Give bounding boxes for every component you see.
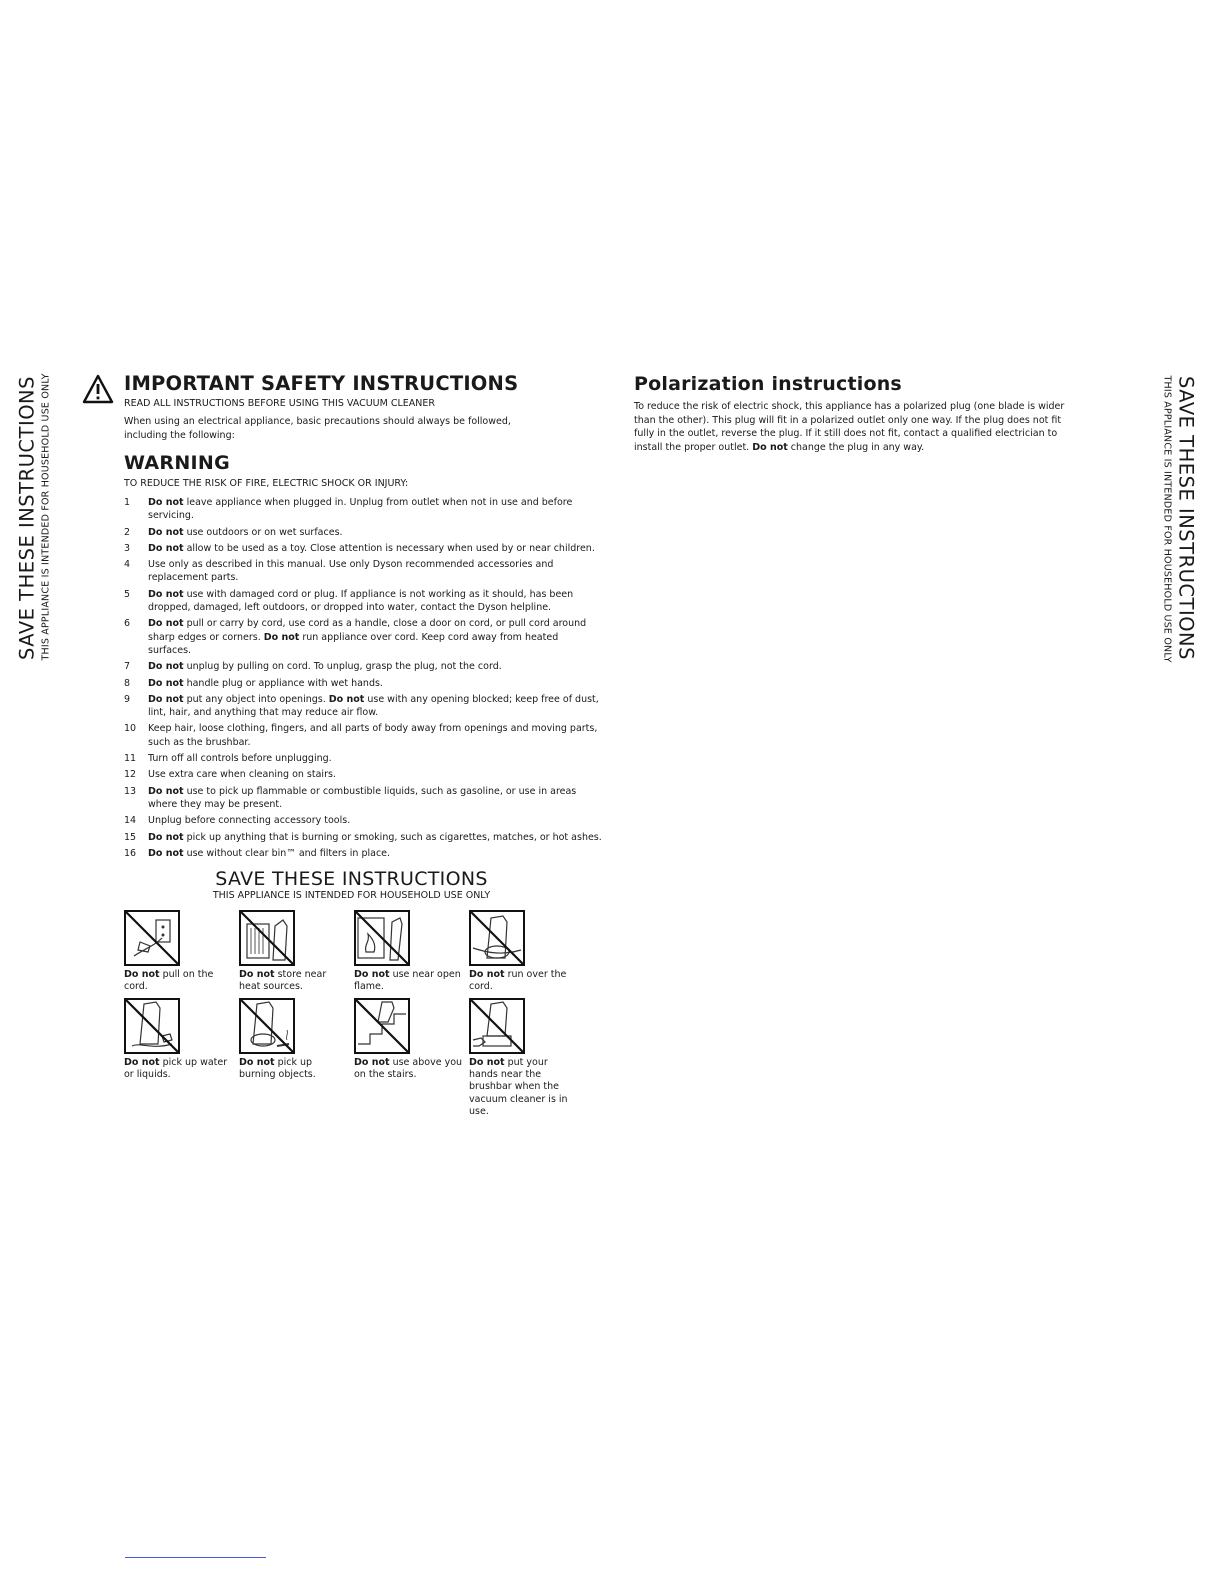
safety-item: 8 Do not handle plug or appliance with wet hands.: [124, 677, 383, 689]
safety-item: 11 Turn off all controls before unplugging.: [124, 753, 332, 765]
save-instructions-subtitle: THIS APPLIANCE IS INTENDED FOR HOUSEHOLD USE ONLY: [212, 890, 491, 902]
side-banner-left-title: SAVE THESE INSTRUCTIONS: [15, 375, 39, 660]
safety-intro: When using an electrical appliance, basic precautions should always be followed, including the following:: [124, 416, 511, 441]
save-instructions-title: SAVE THESE INSTRUCTIONS: [215, 868, 488, 891]
warning-triangle-icon: [82, 374, 114, 404]
pictogram: Do not run over the cord.: [469, 910, 579, 993]
side-banner-right: [1160, 375, 1198, 663]
water-liquids-icon: [124, 998, 180, 1054]
safety-list: [124, 496, 602, 860]
safety-item: 2 Do not use outdoors or on wet surfaces.: [124, 526, 343, 538]
run-over-cord-icon: [469, 910, 525, 966]
safety-item: 10 Keep hair, loose clothing, fingers, and all parts of body away from openings and moving parts, such as the brushbar.: [124, 723, 598, 748]
save-instructions-block: [124, 868, 579, 902]
warning-subtitle: TO REDUCE THE RISK OF FIRE, ELECTRIC SHOCK OR INJURY:: [124, 478, 409, 489]
safety-title: IMPORTANT SAFETY INSTRUCTIONS: [124, 372, 519, 395]
open-flame-icon: [354, 910, 410, 966]
polarization-section: [634, 372, 1079, 454]
safety-item: 15 Do not pick up anything that is burning or smoking, such as cigarettes, matches, or hot ashes.: [124, 831, 602, 843]
safety-item: 1 Do not leave appliance when plugged in. Unplug from outlet when not in use and before servicing.: [124, 497, 573, 522]
burning-objects-icon: [239, 998, 295, 1054]
stairs-above-icon: [354, 998, 410, 1054]
side-banner-left-subtitle: THIS APPLIANCE IS INTENDED FOR HOUSEHOLD USE ONLY: [40, 372, 52, 660]
pictogram: Do not store near heat sources.: [239, 910, 349, 993]
pictogram: Do not pick up water or liquids.: [124, 998, 234, 1081]
read-all-note: READ ALL INSTRUCTIONS BEFORE USING THIS VACUUM CLEANER: [124, 398, 435, 409]
safety-item: 9 Do not put any object into openings. Do not use with any opening blocked; keep free of dust, lint, hair, and anything that may reduce air flow.: [124, 693, 599, 719]
safety-item: 3 Do not allow to be used as a toy. Close attention is necessary when used by or near children.: [124, 542, 595, 554]
pictogram: Do not put your hands near the brushbar when the vacuum cleaner is in use.: [469, 998, 579, 1118]
safety-item: 13 Do not use to pick up flammable or combustible liquids, such as gasoline, or use in areas where they may be present.: [124, 785, 577, 810]
heat-source-icon: [239, 910, 295, 966]
safety-item: 4 Use only as described in this manual. Use only Dyson recommended accessories and replacement parts.: [124, 559, 554, 584]
side-banner-right-subtitle: THIS APPLIANCE IS INTENDED FOR HOUSEHOLD USE ONLY: [1161, 375, 1173, 663]
pictogram: Do not use above you on the stairs.: [354, 998, 464, 1081]
polarization-title: Polarization instructions: [634, 373, 902, 395]
safety-item: 16 Do not use without clear bin™ and filters in place.: [124, 847, 391, 859]
pictogram: Do not pick up burning objects.: [239, 998, 349, 1081]
pull-cord-icon: [124, 910, 180, 966]
pictogram: Do not use near open flame.: [354, 910, 464, 993]
safety-section: [124, 372, 602, 902]
safety-item: 14 Unplug before connecting accessory tools.: [124, 815, 351, 827]
side-banner-left: [15, 372, 53, 660]
safety-item: 6 Do not pull or carry by cord, use cord as a handle, close a door on cord, or pull cord around sharp edges or corners. Do not run appliance over cord. Keep cord away from heated surfaces.: [124, 618, 587, 656]
safety-item: 7 Do not unplug by pulling on cord. To unplug, grasp the plug, not the cord.: [124, 661, 502, 673]
hands-brushbar-icon: [469, 998, 525, 1054]
warning-title: WARNING: [124, 452, 231, 474]
pictogram: Do not pull on the cord.: [124, 910, 234, 993]
safety-item: 5 Do not use with damaged cord or plug. If appliance is not working as it should, has been dropped, damaged, left outdoors, or dropped into water, contact the Dyson helpline.: [124, 588, 574, 614]
safety-item: 12 Use extra care when cleaning on stairs.: [124, 769, 336, 781]
footer-rule: [125, 1557, 266, 1558]
polarization-text: To reduce the risk of electric shock, this appliance has a polarized plug (one blade is wider than the other). This plug will fit in a polarized outlet only one way. If the plug does not fit fully in the outlet, reverse the plug. If it still does not fit, contact a qualified electrician to install the proper outlet. Do not change the plug in any way.: [634, 401, 1065, 453]
side-banner-right-title: SAVE THESE INSTRUCTIONS: [1174, 375, 1198, 660]
